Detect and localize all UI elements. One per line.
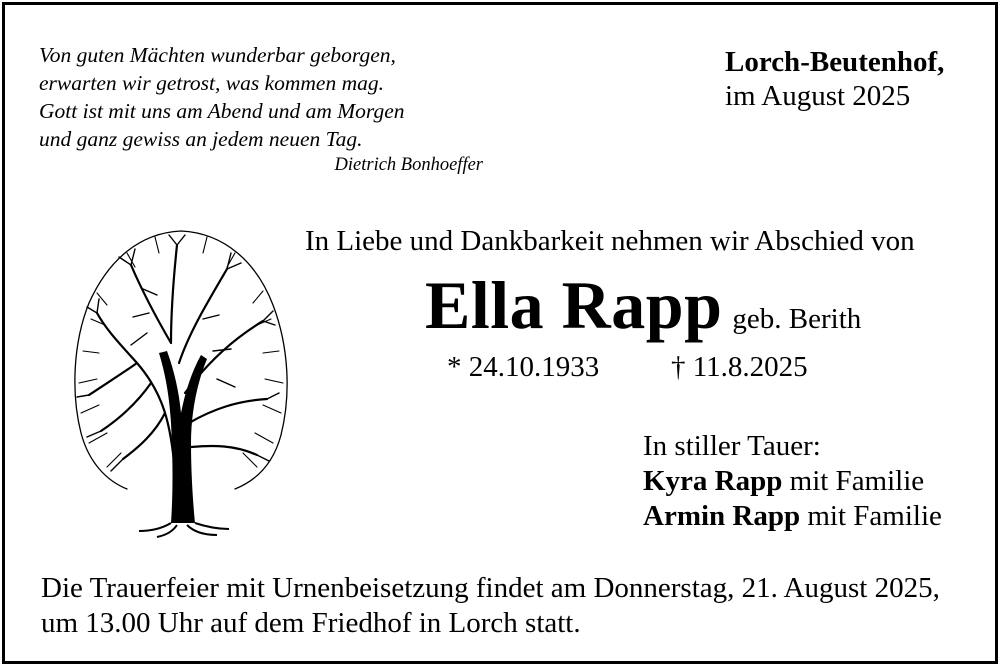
place-date: im August 2025	[725, 80, 911, 112]
mourner-suffix: mit Familie	[807, 500, 942, 532]
poem-author: Dietrich Bonhoeffer	[334, 155, 483, 175]
mourner-row	[643, 464, 988, 499]
tree-icon	[67, 223, 295, 539]
mourners-heading: In stiller Tauer:	[643, 430, 821, 462]
poem-line: erwarten wir getrost, was kommen mag.	[39, 71, 384, 95]
mourner-name: Armin Rapp	[643, 500, 801, 532]
tree-trunk	[159, 351, 207, 523]
deceased-name: Ella Rapp	[425, 267, 723, 343]
obituary-card	[2, 2, 998, 664]
mourners-block	[643, 429, 988, 534]
place-and-date	[725, 45, 985, 113]
death-date: † 11.8.2025	[671, 351, 808, 383]
life-dates	[447, 349, 967, 385]
poem-line: Gott ist mit uns am Abend und am Morgen	[39, 99, 405, 123]
maiden-name: geb. Berith	[732, 303, 862, 335]
tree-roots	[139, 523, 229, 537]
birth-date: * 24.10.1933	[447, 351, 600, 383]
ceremony-notice	[41, 571, 986, 641]
place-city: Lorch-Beutenhof,	[725, 46, 945, 78]
mourner-row	[643, 499, 988, 534]
ceremony-line: um 13.00 Uhr auf dem Friedhof in Lorch statt.	[41, 607, 581, 639]
mourner-suffix: mit Familie	[789, 465, 925, 497]
deceased-name-line	[425, 267, 861, 343]
poem-line: und ganz gewiss an jedem neuen Tag.	[39, 127, 363, 151]
ceremony-line: Die Trauerfeier mit Urnenbeisetzung findet am Donnerstag, 21. August 2025,	[41, 572, 940, 604]
poem-line: Von guten Mächten wunderbar geborgen,	[39, 43, 396, 67]
farewell-intro: In Liebe und Dankbarkeit nehmen wir Abschied von	[305, 225, 915, 257]
mourner-name: Kyra Rapp	[643, 465, 783, 497]
poem-block	[39, 41, 499, 177]
